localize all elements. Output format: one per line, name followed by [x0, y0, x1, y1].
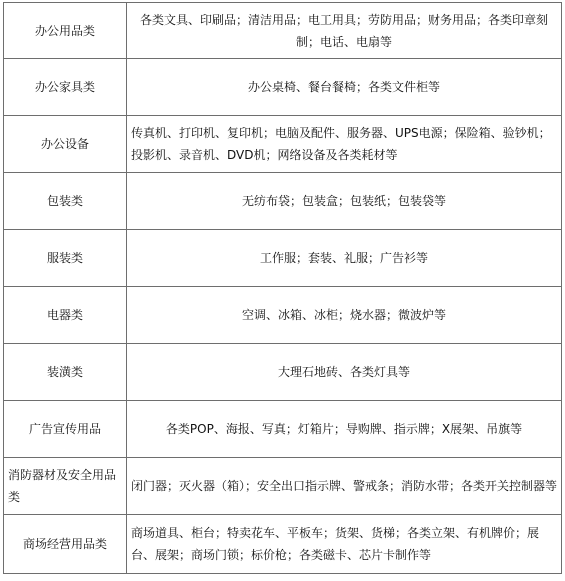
table-row — [4, 59, 562, 116]
category-name: 商场经营用品类 — [4, 515, 127, 574]
table-row — [4, 344, 562, 401]
table-row — [4, 458, 562, 515]
category-name: 消防器材及安全用品类 — [4, 458, 127, 515]
table-row — [4, 401, 562, 458]
category-name: 广告宣传用品 — [4, 401, 127, 458]
category-name: 办公设备 — [4, 116, 127, 173]
category-items: 大理石地砖、各类灯具等 — [127, 344, 562, 401]
category-items: 空调、冰箱、冰柜；烧水器；微波炉等 — [127, 287, 562, 344]
category-items: 各类文具、印刷品；清洁用品；电工用具；劳防用品；财务用品；各类印章刻制；电话、电扇等 — [127, 3, 562, 59]
category-name: 电器类 — [4, 287, 127, 344]
category-table — [3, 2, 562, 574]
category-items: 无纺布袋；包装盒；包装纸；包装袋等 — [127, 173, 562, 230]
category-items: 商场道具、柜台；特卖花车、平板车；货架、货梯；各类立架、有机牌价；展台、展架；商场门锁；标价枪；各类磁卡、芯片卡制作等 — [127, 515, 562, 574]
table-row — [4, 116, 562, 173]
category-items: 闭门器；灭火器（箱）；安全出口指示牌、警戒条；消防水带；各类开关控制器等 — [127, 458, 562, 515]
category-name: 包装类 — [4, 173, 127, 230]
category-items: 传真机、打印机、复印机；电脑及配件、服务器、UPS电源；保险箱、验钞机；投影机、录音机、DVD机；网络设备及各类耗材等 — [127, 116, 562, 173]
table-row — [4, 3, 562, 59]
table-row — [4, 230, 562, 287]
category-name: 装潢类 — [4, 344, 127, 401]
category-name: 服装类 — [4, 230, 127, 287]
category-name: 办公用品类 — [4, 3, 127, 59]
category-name: 办公家具类 — [4, 59, 127, 116]
table-row — [4, 173, 562, 230]
table-row — [4, 515, 562, 574]
category-items: 工作服；套装、礼服；广告衫等 — [127, 230, 562, 287]
category-items: 各类POP、海报、写真；灯箱片；导购牌、指示牌；X展架、吊旗等 — [127, 401, 562, 458]
table-row — [4, 287, 562, 344]
category-items: 办公桌椅、餐台餐椅；各类文件柜等 — [127, 59, 562, 116]
